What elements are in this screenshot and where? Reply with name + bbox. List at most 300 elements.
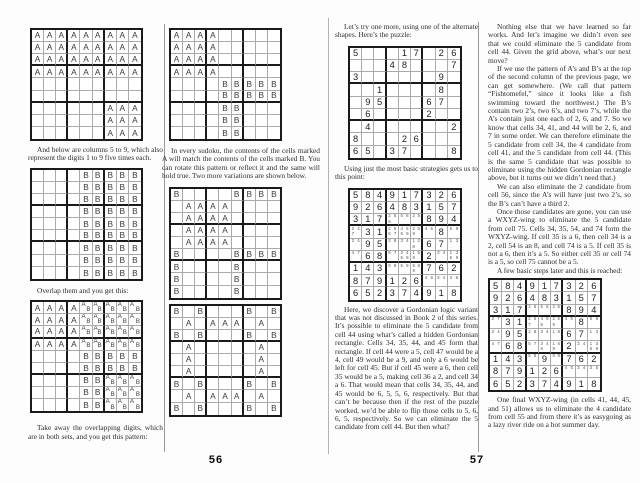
pattern-cell <box>268 30 280 42</box>
pattern-cell <box>105 326 117 338</box>
sudoku-cell <box>362 48 374 60</box>
sudoku-cell <box>588 317 600 329</box>
pattern-cell <box>195 390 207 402</box>
pattern-cell: B <box>129 206 141 218</box>
candidate-digits <box>576 366 587 377</box>
pattern-cell: B <box>171 286 183 298</box>
para-fishtomefel: If we use the pattern of A’s and B’s at the top of the second column of the previous page, we can get somewhere. (We call that pattern “Fishtomefel,” since it looks like a fish swimming toward the northwest.) The B’s contain two 2’s, two 6’s, and two 7’s, while the A’s contain just one each of 2, 6, and 7. So we know that cells 34, 41, and 44 will be 2, 6, and 7 in some order. We can therefore eliminate the 5 candidate from cell 34, the 4 candidate from cell 41, and the 5 candidate from cell 44. (This is the same 5 candidate that was possible to eliminate using the hidden Gordonian rectangle above, but it turns out we didn’t need that.) <box>488 64 631 183</box>
sudoku-cell: 5 <box>350 190 362 202</box>
sudoku-cell: 4 <box>448 214 460 226</box>
pattern-cell: A <box>207 201 219 213</box>
candidate-digits <box>399 214 410 224</box>
sudoku-cell <box>387 226 399 238</box>
candidate-digit: 4 <box>546 341 549 346</box>
pattern-cell <box>93 127 105 139</box>
sudoku-cell <box>399 109 411 121</box>
pattern-cell: B <box>219 91 231 103</box>
pattern-cell: B <box>271 403 277 414</box>
sudoku-cell <box>539 305 551 317</box>
pattern-cell: B <box>232 261 244 273</box>
candidate-digit: 6 <box>533 304 537 309</box>
sudoku-cell <box>387 214 399 226</box>
pattern-cell <box>244 66 256 78</box>
candidate-digit: 4 <box>497 329 500 334</box>
sudoku-cell: 7 <box>411 48 423 60</box>
pattern-cell: B <box>105 206 117 218</box>
candidate-digits <box>527 305 538 315</box>
caption-take-away: Take away the overlapping digits, which are in both sets, and you get this pattern: <box>28 423 163 441</box>
pattern-cell <box>93 91 105 103</box>
pattern-cell <box>232 201 244 213</box>
candidate-digit: 4 <box>546 329 549 334</box>
pattern-cell <box>129 326 141 338</box>
pattern-cell <box>207 342 219 354</box>
pattern-cell <box>129 91 141 103</box>
sudoku-cell <box>527 329 539 341</box>
overlap-a-label: A <box>105 314 110 321</box>
pattern-cell: B <box>93 182 105 194</box>
candidate-digit: 2 <box>351 226 355 231</box>
pattern-cell <box>207 127 219 139</box>
pattern-cell: B <box>256 249 268 261</box>
pattern-cell <box>256 213 268 225</box>
pattern-cell: A <box>195 66 207 78</box>
sudoku-cell: 8 <box>350 275 362 287</box>
sudoku-cell: 4 <box>374 190 386 202</box>
candidate-digit: 5 <box>557 304 560 309</box>
pattern-cell <box>256 66 268 78</box>
candidate-digit: 7 <box>497 341 500 346</box>
pattern-cell: B <box>93 218 105 230</box>
candidate-digit: 4 <box>424 275 428 280</box>
pattern-cell <box>80 302 92 314</box>
sudoku-cell <box>448 72 460 84</box>
sudoku-cell <box>387 109 399 121</box>
candidate-digit: 5 <box>400 214 403 219</box>
pattern-cell <box>56 78 68 90</box>
pattern-cell: A <box>56 54 68 66</box>
sudoku-cell <box>387 97 399 109</box>
sudoku-cell <box>374 146 386 158</box>
pattern-cell: A <box>56 30 68 42</box>
pattern-cell: A <box>256 390 268 402</box>
pattern-cell: B <box>171 261 183 273</box>
pattern-cell <box>268 54 280 66</box>
candidate-digits <box>490 341 501 351</box>
pattern-cell: B <box>80 218 92 230</box>
candidate-digit: 8 <box>533 329 537 334</box>
candidate-digit: 2 <box>388 214 391 219</box>
page-56-right-column <box>162 28 320 417</box>
candidate-digit: 3 <box>540 341 543 346</box>
pattern-cell: A <box>256 342 268 354</box>
pattern-cell <box>219 273 231 285</box>
sudoku-cell: 3 <box>362 226 374 238</box>
pattern-cell <box>56 103 68 115</box>
pattern-cell: B <box>268 91 280 103</box>
sudoku-cell: 4 <box>411 287 423 299</box>
pattern-cell <box>232 66 244 78</box>
sudoku-cell: 7 <box>436 239 448 251</box>
pattern-cell <box>183 261 195 273</box>
sudoku-cell: 4 <box>387 202 399 214</box>
sudoku-cell: 8 <box>514 341 526 353</box>
candidate-digit: 4 <box>424 226 428 231</box>
sudoku-cell: 9 <box>362 239 374 251</box>
sudoku-cell <box>527 354 539 366</box>
pattern-cell <box>32 182 44 194</box>
caption-basic-strategies: Using just the most basic strategies gets us to this point: <box>335 163 478 182</box>
pattern-cell <box>244 115 256 127</box>
pattern-cell: B <box>268 306 280 318</box>
sudoku-cell: 6 <box>490 378 502 390</box>
pattern-cell: B <box>132 267 138 278</box>
candidate-digit: 2 <box>388 238 391 244</box>
sudoku-cell <box>436 109 448 121</box>
sudoku-cell: 6 <box>423 97 435 109</box>
candidate-digit: 3 <box>400 250 403 256</box>
sudoku-cell: 8 <box>451 288 457 299</box>
pattern-cell: B <box>232 249 244 261</box>
pattern-cell <box>244 286 256 298</box>
pattern-cell <box>195 318 207 330</box>
sudoku-cell <box>448 97 460 109</box>
overlap-b-label: B <box>135 318 140 326</box>
candidate-digit: 2 <box>491 316 495 322</box>
candidate-digit: 6 <box>406 214 409 219</box>
pattern-cell <box>171 318 183 330</box>
candidate-digits <box>350 251 361 261</box>
candidate-digit: 4 <box>406 250 409 256</box>
pattern-cell <box>68 170 80 182</box>
pattern-cell: A <box>32 54 44 66</box>
pattern-cell <box>171 390 183 402</box>
pattern-cell <box>256 30 268 42</box>
pattern-cell: A <box>207 54 219 66</box>
sudoku-cell <box>411 60 423 72</box>
pattern-cell <box>219 342 231 354</box>
pattern-cell <box>117 78 129 90</box>
sudoku-cell: 3 <box>423 190 435 202</box>
sudoku-cell: 5 <box>374 97 386 109</box>
pattern-cell: B <box>171 273 183 285</box>
pattern-cell <box>232 225 244 237</box>
pattern-cell: B <box>232 103 244 115</box>
candidate-digit: 3 <box>400 238 403 244</box>
sudoku-cell: 8 <box>576 317 588 329</box>
pattern-cell <box>256 115 268 127</box>
sudoku-cell: 6 <box>588 280 600 292</box>
pattern-cell <box>256 201 268 213</box>
candidate-digit: 4 <box>357 238 360 244</box>
pattern-cell <box>232 378 244 390</box>
candidate-digit: 4 <box>491 341 495 346</box>
pattern-cell <box>219 378 231 390</box>
pattern-cell <box>129 399 141 411</box>
pattern-cell: A <box>129 66 141 78</box>
pattern-cell: A <box>117 66 129 78</box>
candidate-digit: 5 <box>546 316 549 322</box>
pattern-cell <box>219 30 231 42</box>
overlap-b-label: B <box>135 329 140 337</box>
candidate-digit: 9 <box>595 345 599 351</box>
sudoku-cell: 6 <box>448 190 460 202</box>
sudoku-cell <box>374 72 386 84</box>
pattern-cell <box>183 286 195 298</box>
sudoku-cell <box>490 341 502 353</box>
candidate-digit: 9 <box>552 345 555 351</box>
overlap-a-label: A <box>129 338 135 345</box>
candidate-digit: 7 <box>357 250 360 256</box>
sudoku-cell: 6 <box>448 48 460 60</box>
pattern-cell: A <box>207 390 219 402</box>
pattern-grid-overlap <box>30 300 143 413</box>
pattern-cell <box>68 363 80 375</box>
pattern-cell <box>219 261 231 273</box>
candidate-digits <box>350 226 361 237</box>
candidate-digit: 9 <box>406 255 409 261</box>
candidate-digit: 5 <box>449 255 453 261</box>
candidate-digit: 8 <box>557 353 560 359</box>
pattern-cell <box>207 189 219 201</box>
candidate-digit: 4 <box>406 238 409 244</box>
pattern-cell: B <box>195 403 207 415</box>
sudoku-cell: 2 <box>399 275 411 287</box>
candidate-digit: 3 <box>455 250 459 256</box>
candidate-digit: 5 <box>589 316 593 322</box>
sudoku-cell: 3 <box>514 354 526 366</box>
pattern-cell <box>256 286 268 298</box>
pattern-cell: A <box>105 42 117 54</box>
pattern-cell <box>171 342 183 354</box>
pattern-cell: B <box>232 78 244 90</box>
sudoku-cell <box>387 263 399 275</box>
pattern-cell <box>232 54 244 66</box>
sudoku-cell: 6 <box>374 202 386 214</box>
pattern-cell <box>268 237 280 249</box>
sudoku-cell: 3 <box>350 214 362 226</box>
pattern-cell: B <box>93 267 105 279</box>
sudoku-cell <box>588 366 600 378</box>
pattern-cell: A <box>44 314 56 326</box>
pattern-cell: A <box>207 66 219 78</box>
pattern-grid-variation-1 <box>169 187 282 300</box>
pattern-cell: A <box>183 354 195 366</box>
pattern-cell <box>56 170 68 182</box>
pattern-cell: B <box>171 189 183 201</box>
pattern-cell <box>171 201 183 213</box>
sudoku-cell <box>399 226 411 238</box>
pattern-cell <box>93 314 105 326</box>
sudoku-cell: 2 <box>514 378 526 390</box>
candidate-digit: 3 <box>449 275 453 280</box>
overlap-a-label: A <box>129 302 135 309</box>
sudoku-cell <box>387 121 399 133</box>
overlap-a-label: A <box>105 374 110 381</box>
pattern-cell <box>44 230 56 242</box>
candidate-digit: 7 <box>497 316 500 322</box>
sudoku-cell <box>436 60 448 72</box>
pattern-cell: A <box>56 66 68 78</box>
sudoku-cell: 7 <box>423 263 435 275</box>
pattern-cell <box>93 78 105 90</box>
pattern-cell <box>256 225 268 237</box>
overlap-a-label: A <box>105 302 110 309</box>
sudoku-cell <box>411 109 423 121</box>
candidate-digit: 3 <box>437 250 440 256</box>
sudoku-cell: 8 <box>350 133 362 145</box>
candidate-digit: 7 <box>533 341 537 346</box>
sudoku-cell: 9 <box>563 378 575 390</box>
candidate-digit: 1 <box>412 238 415 244</box>
sudoku-cell <box>423 275 435 287</box>
sudoku-cell: 3 <box>502 317 514 329</box>
candidate-digit: 2 <box>388 226 391 231</box>
pattern-cell: A <box>44 54 56 66</box>
sudoku-cell <box>374 48 386 60</box>
candidate-digit: 9 <box>412 231 415 237</box>
pattern-cell <box>244 390 256 402</box>
sudoku-cell <box>551 354 563 366</box>
overlap-b-label: B <box>122 305 127 313</box>
pattern-cell <box>56 230 68 242</box>
candidate-digit: 4 <box>351 250 355 256</box>
sudoku-cell <box>411 72 423 84</box>
pattern-cell <box>244 354 256 366</box>
candidate-digits <box>588 329 600 340</box>
sudoku-cell <box>423 48 435 60</box>
sudoku-cell <box>448 251 460 263</box>
candidate-digit: 9 <box>455 255 459 261</box>
pattern-cell <box>117 326 129 338</box>
candidate-digits <box>539 305 550 315</box>
pattern-cell <box>219 42 231 54</box>
overlap-b-label: B <box>110 378 115 386</box>
sudoku-cell: 5 <box>490 280 502 292</box>
candidate-digit: 1 <box>589 329 593 334</box>
page-57-left-column <box>335 23 478 432</box>
candidate-digit: 4 <box>357 226 360 231</box>
pattern-cell <box>207 286 219 298</box>
pattern-cell <box>244 261 256 273</box>
pattern-cell <box>219 403 231 415</box>
pattern-cell: A <box>171 30 183 42</box>
candidate-digit: 5 <box>388 250 391 256</box>
pattern-cell <box>219 330 231 342</box>
overlap-b-label: B <box>122 329 127 337</box>
pattern-cell <box>244 103 256 115</box>
pattern-cell <box>129 314 141 326</box>
page-56-left-column <box>28 28 163 441</box>
pattern-cell: A <box>132 127 138 138</box>
sudoku-cell: 7 <box>448 60 460 72</box>
candidate-digit: 4 <box>582 365 586 371</box>
pattern-cell: B <box>244 330 256 342</box>
candidate-digit: 9 <box>455 226 459 231</box>
pattern-cell <box>117 91 129 103</box>
sudoku-cell: 5 <box>350 48 362 60</box>
overlap-b-label: B <box>122 318 127 326</box>
pattern-cell: A <box>207 30 219 42</box>
sudoku-cell: 1 <box>436 287 448 299</box>
overlap-a-label: A <box>81 326 86 333</box>
overlap-b-label: B <box>86 329 91 337</box>
pattern-cell <box>44 375 56 387</box>
pattern-cell: B <box>129 170 141 182</box>
pattern-cell <box>268 127 280 139</box>
candidate-digit: 1 <box>552 329 555 334</box>
pattern-cell: A <box>68 66 80 78</box>
candidate-digit: 8 <box>393 238 397 244</box>
pattern-cell <box>56 363 68 375</box>
pattern-cell: A <box>117 115 129 127</box>
page-number-57: 57 <box>469 454 485 466</box>
pattern-cell: B <box>80 230 92 242</box>
pattern-cell <box>244 201 256 213</box>
overlap-a-label: A <box>93 302 98 309</box>
pattern-cell: B <box>80 387 92 399</box>
pattern-cell <box>171 103 183 115</box>
sudoku-cell <box>350 97 362 109</box>
pattern-cell: A <box>183 318 195 330</box>
pattern-cell <box>171 213 183 225</box>
sudoku-cell: 8 <box>399 202 411 214</box>
pattern-cell <box>232 366 244 378</box>
candidate-digit: 5 <box>406 226 409 231</box>
pattern-cell <box>56 351 68 363</box>
sudoku-cell <box>387 239 399 251</box>
pattern-cell <box>244 42 256 54</box>
pattern-cell: A <box>117 103 129 115</box>
pattern-cell <box>56 182 68 194</box>
candidate-digit: 5 <box>528 353 531 359</box>
sudoku-cell: 2 <box>502 292 514 304</box>
sudoku-cell: 4 <box>502 354 514 366</box>
overlap-b-label: B <box>86 318 91 326</box>
pattern-cell <box>80 339 92 351</box>
candidate-digit: 5 <box>430 226 433 231</box>
pattern-cell <box>244 237 256 249</box>
sudoku-cell <box>399 97 411 109</box>
pattern-cell <box>232 330 244 342</box>
pattern-cell: A <box>105 127 117 139</box>
sudoku-cell <box>436 146 448 158</box>
pattern-cell <box>68 127 80 139</box>
pattern-cell: B <box>93 399 105 411</box>
pattern-cell <box>207 366 219 378</box>
candidate-digit: 1 <box>449 250 453 256</box>
pattern-cell <box>32 399 44 411</box>
sudoku-cell: 9 <box>374 275 386 287</box>
candidate-digits <box>387 239 398 250</box>
sudoku-cell: 3 <box>374 263 386 275</box>
pattern-cell: A <box>129 54 141 66</box>
sudoku-cell: 8 <box>362 190 374 202</box>
sudoku-cell <box>551 341 563 353</box>
pattern-cell: B <box>219 78 231 90</box>
pattern-cell <box>171 225 183 237</box>
pattern-cell <box>268 225 280 237</box>
sudoku-cell <box>411 239 423 251</box>
pattern-cell <box>256 261 268 273</box>
column-rule-right-page <box>478 22 479 452</box>
pattern-cell: B <box>80 255 92 267</box>
pattern-cell <box>68 351 80 363</box>
sudoku-cell: 1 <box>350 263 362 275</box>
pattern-cell: B <box>80 170 92 182</box>
sudoku-cell: 3 <box>490 305 502 317</box>
pattern-cell: B <box>232 273 244 285</box>
